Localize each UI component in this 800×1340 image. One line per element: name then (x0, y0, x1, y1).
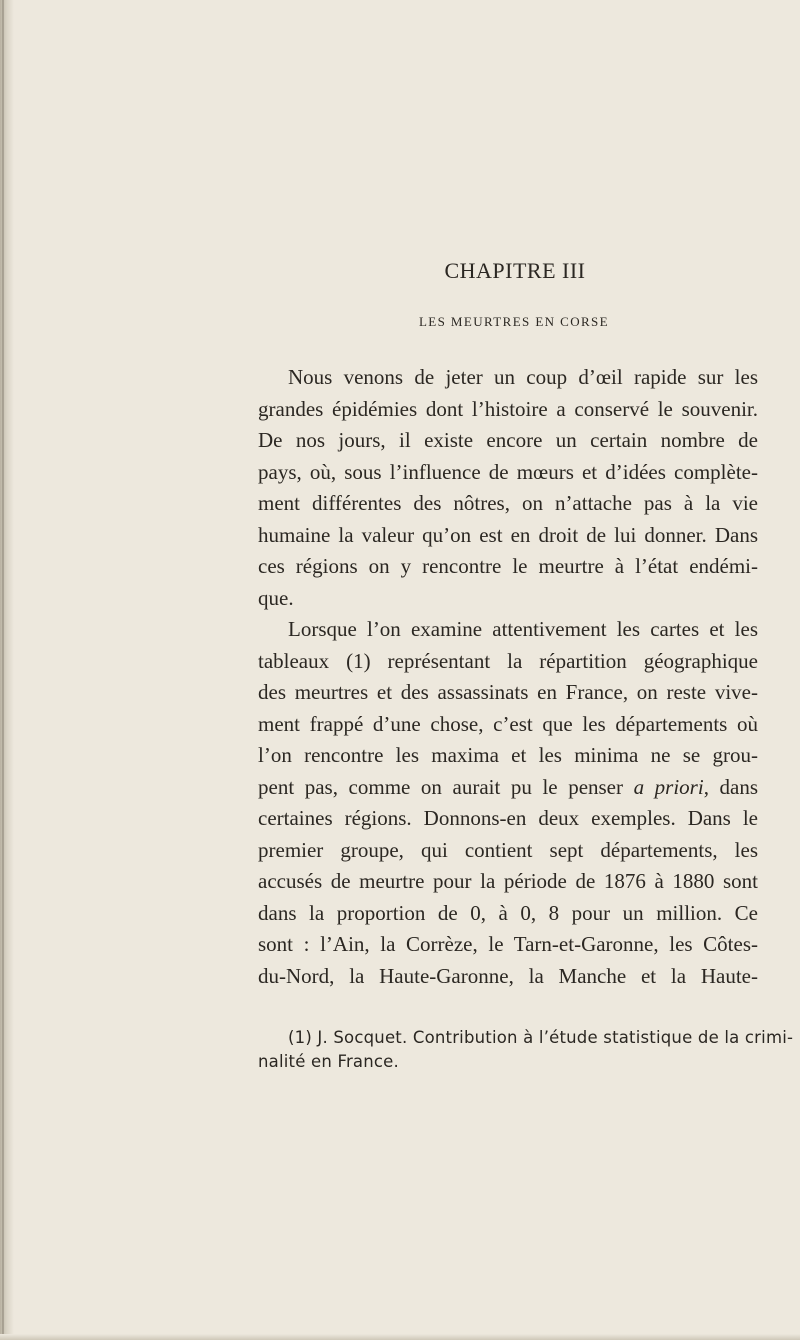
body-text (258, 362, 758, 992)
text-segment: , dans (703, 774, 759, 799)
chapter-title: CHAPITRE III (444, 258, 586, 283)
text-line: grandes épidémies dont l’histoire a conservé le souvenir. (258, 396, 758, 421)
text-line: du-Nord, la Haute-Garonne, la Manche et la Haute- (258, 963, 758, 988)
text-line: sont : l’Ain, la Corrèze, le Tarn-et-Garonne, les Côtes- (258, 932, 758, 956)
text-line: accusés de meurtre pour la période de 1876 à 1880 sont (258, 869, 758, 893)
text-line: ment frappé d’une chose, c’est que les départements où (258, 711, 758, 736)
text-line: certaines régions. Donnons-en deux exemples. Dans le (258, 806, 758, 830)
italic-phrase: a priori (633, 774, 704, 799)
text-line: Lorsque l’on examine attentivement les cartes et les (288, 617, 758, 641)
book-page (258, 256, 794, 1074)
text-line: que. (258, 585, 294, 610)
text-line: Nous venons de jeter un coup d’œil rapide sur les (288, 365, 758, 389)
page-bottom-edge (0, 1334, 800, 1340)
text-line: ces régions on y rencontre le meurtre à l’état endémi- (258, 554, 758, 578)
text-line: ment différentes des nôtres, on n’attache pas à la vie (258, 491, 758, 515)
text-line: humaine la valeur qu’on est en droit de lui donner. Dans (258, 522, 758, 547)
text-line: des meurtres et des assassinats en France, on reste vive- (258, 680, 758, 704)
page-binding-edge (2, 0, 4, 1340)
footnote-line: nalité en France. (258, 1052, 399, 1071)
text-line-with-italic (258, 772, 758, 804)
text-line: De nos jours, il existe encore un certain nombre de (258, 428, 758, 452)
text-line: dans la proportion de 0, à 0, 8 pour un million. Ce (258, 900, 758, 925)
footnote-line: (1) J. Socquet. Contribution à l’étude statistique de la crimi- (288, 1028, 794, 1047)
section-title: LES MEURTRES EN CORSE (418, 314, 610, 329)
text-segment: pent pas, comme on aurait pu le penser (258, 774, 624, 799)
text-line: pays, où, sous l’influence de mœurs et d’idées complète- (258, 459, 758, 484)
text-line: l’on rencontre les maxima et les minima ne se grou- (258, 743, 758, 767)
footnote (258, 1026, 794, 1074)
text-line: premier groupe, qui contient sept départements, les (258, 837, 758, 862)
text-line: tableaux (1) représentant la répartition géographique (258, 648, 758, 673)
